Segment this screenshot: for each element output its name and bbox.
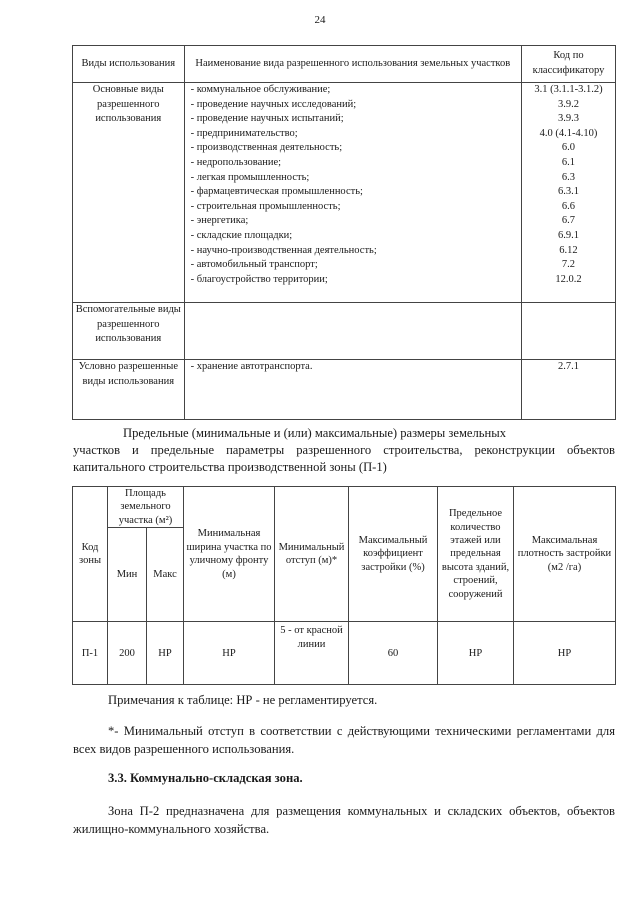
code-value: 3.9.2 [557,98,579,110]
code-value: 3.9.3 [557,113,579,125]
code-value: 12.0.2 [555,273,582,285]
header-zone-code: Код зоны [73,487,108,622]
codes-auxiliary [521,303,615,360]
caption-rest: участков и предельные параметры разрешенного строительства, реконструкции объектов капитального строительства производственной зоны (П-1) [73,443,615,475]
header-area-max: Макс [147,528,184,622]
list-item: - предпринимательство; [190,127,298,139]
code-value: 6.6 [561,200,576,212]
code-value: 2.7.1 [557,361,579,372]
zone-parameters-table [72,486,616,685]
list-item: - проведение научных исследований; [190,98,357,110]
table-header-row [73,487,616,528]
permitted-use-table [72,45,616,420]
cell-area-max: НР [147,622,184,685]
category-conditional: Условно разрешенные виды использования [73,360,185,420]
header-max-coverage: Максимальный коэффициент застройки (%) [349,487,438,622]
cell-area-min: 200 [108,622,147,685]
list-item: - автомобильный транспорт; [190,259,318,271]
cell-max-density: НР [514,622,616,685]
category-main: Основные виды разрешенного использования [73,83,185,303]
code-value: 7.2 [561,259,576,271]
table-row [73,360,616,420]
table2-caption [73,425,615,477]
use-names-conditional [184,360,521,420]
cell-min-width: НР [184,622,275,685]
use-names-auxiliary [184,303,521,360]
section-paragraph: Зона П-2 предназначена для размещения коммунальных и складских объектов, объектов жилищно-коммунального хозяйства. [73,804,615,836]
header-use-types: Виды использования [73,46,185,83]
code-value: 6.1 [561,156,576,168]
list-item: - фармацевтическая промышленность; [190,186,363,198]
header-min-width: Минимальная ширина участка по уличному фронту (м) [184,487,275,622]
code-value: 3.1 (3.1.1-3.1.2) [534,84,603,95]
table-row [73,83,616,303]
codes-main [521,83,615,303]
list-item: - энергетика; [190,215,249,227]
list-item: - благоустройство территории; [190,273,328,285]
code-value: 6.3.1 [557,186,579,198]
header-area: Площадь земельного участка (м²) [108,487,184,528]
setback-footnote: *- Минимальный отступ в соответствии с действующими техническими регламентами для всех видов разрешенного использования. [73,724,615,756]
header-use-name: Наименование вида разрешенного использования земельных участков [184,46,521,83]
codes-conditional [521,360,615,420]
table-header-row [73,46,616,83]
list-item: - легкая промышленность; [190,171,310,183]
table-row [73,303,616,360]
header-max-density: Максимальная плотность застройки (м2 /га) [514,487,616,622]
caption-first-line: Предельные (минимальные и (или) максимальные) размеры земельных [123,426,507,440]
cell-max-floors: НР [438,622,514,685]
section-heading: 3.3. Коммунально-складская зона. [108,771,303,785]
header-max-floors: Предельное количество этажей или предельная высота зданий, строений, сооружений [438,487,514,622]
cell-zone-code: П-1 [73,622,108,685]
table-row [73,622,616,685]
category-auxiliary: Вспомогательные виды разрешенного использования [73,303,185,360]
list-item: - научно-производственная деятельность; [190,244,377,256]
code-value: 6.12 [559,244,578,256]
cell-max-coverage: 60 [349,622,438,685]
list-item: - коммунальное обслуживание; [190,84,331,95]
code-value: 6.3 [561,171,576,183]
page-number: 24 [314,14,326,26]
table-note: Примечания к таблице: НР - не регламентируется. [108,693,378,707]
list-item: - производственная деятельность; [190,142,343,154]
code-value: 6.9.1 [557,229,579,241]
list-item: - строительная промышленность; [190,200,341,212]
code-value: 6.0 [561,142,576,154]
list-item: - хранение автотранспорта. [190,361,313,372]
list-item: - недропользование; [190,156,282,168]
code-value: 4.0 (4.1-4.10) [539,127,598,139]
header-code: Код по классификатору [521,46,615,83]
header-area-min: Мин [108,528,147,622]
use-names-main [184,83,521,303]
header-min-setback: Минимальный отступ (м)* [275,487,349,622]
code-value: 6.7 [561,215,576,227]
list-item: - складские площадки; [190,229,293,241]
list-item: - проведение научных испытаний; [190,113,344,125]
cell-min-setback: 5 - от красной линии [275,622,349,685]
